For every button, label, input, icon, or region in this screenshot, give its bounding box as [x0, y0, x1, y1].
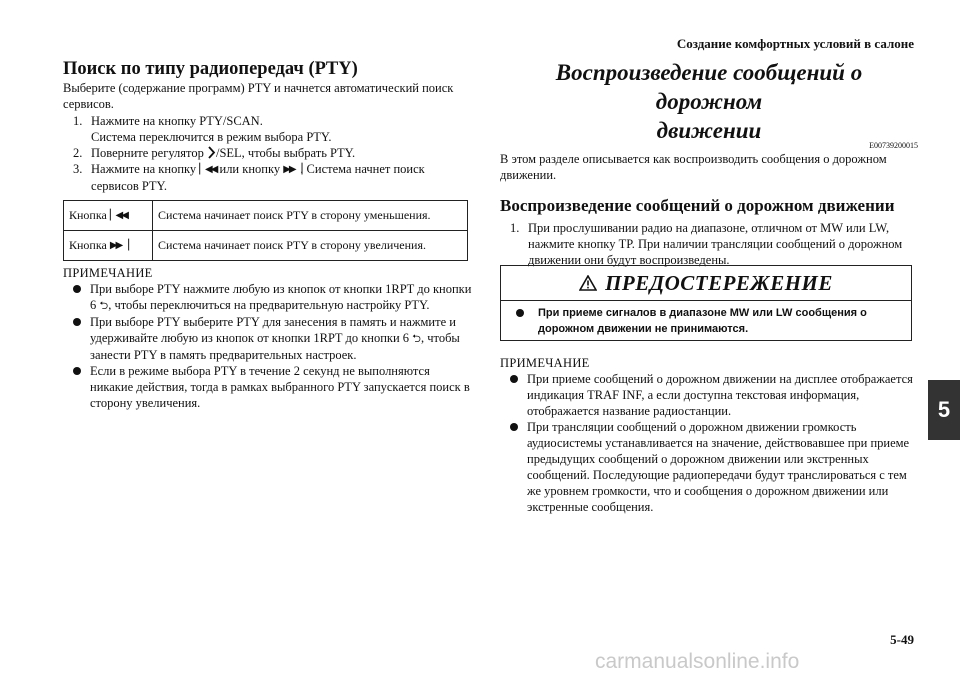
chapter-tab: 5	[928, 380, 960, 440]
step-text: или кнопку	[219, 162, 281, 176]
note-item	[63, 314, 475, 363]
bullet-dot	[510, 375, 518, 383]
note-item	[63, 363, 475, 411]
note-text: При приеме сообщений о дорожном движении на дисплее отображается индикация TRAF INF, а если доступна текстовая информация, отображается название радиостанции.	[527, 372, 913, 418]
pty-intro: Выберите (содержание программ) PTY и начнется автоматический поиск сервисов.	[63, 81, 454, 111]
warning-text: При приеме сигналов в диапазоне MW или LW сообщения о дорожном движении не принимаются.	[538, 307, 867, 335]
warning-title: ПРЕДОСТЕРЕЖЕНИЕ	[605, 270, 833, 295]
note-text: При трансляции сообщений о дорожном движении громкость аудиосистемы устанавливается на значение, действовавшее при приеме предыдущих сообщений о дорожном движении или экстренных сообщений. Последующие радиопередачи будут транслироваться с тем же уровнем громкости, что и сообщения о дорожном движении или экстренные сообщения.	[527, 420, 910, 514]
pty-section	[63, 58, 475, 194]
table-row	[64, 231, 468, 261]
note-item	[500, 419, 918, 515]
page-number: 5-49	[890, 632, 914, 647]
note-heading: ПРИМЕЧАНИЕ	[63, 266, 153, 280]
bullet-dot	[73, 318, 81, 326]
pty-notes	[63, 265, 475, 411]
warning-body	[501, 301, 911, 337]
step-text: /SEL, чтобы выбрать PTY.	[215, 146, 356, 160]
step-text: Нажмите на кнопку PTY/SCAN.	[91, 114, 263, 128]
step-number: 3.	[73, 162, 83, 176]
step-item	[500, 220, 918, 268]
title-line: движении	[656, 118, 762, 143]
traffic-intro: В этом разделе описывается как воспроизводить сообщения о дорожном движении.	[500, 152, 887, 182]
bullet-dot	[510, 423, 518, 431]
tune-knob-icon	[207, 146, 216, 160]
bullet-dot	[73, 285, 81, 293]
table-cell: Система начинает поиск PTY в сторону увеличения.	[153, 231, 468, 261]
step-item	[63, 113, 475, 145]
warning-triangle-icon	[579, 275, 597, 291]
table-cell	[64, 231, 153, 261]
note-text: Если в режиме выбора PTY в течение 2 секунд не выполняются никакие действия, тогда в рамках выбранного PTY запускается поиск в сторону увеличения.	[90, 364, 470, 410]
watermark: carmanualsonline.info	[595, 650, 800, 673]
pty-heading: Поиск по типу радиопередач (PTY)	[63, 59, 358, 79]
step-text: . Система начнет поиск сервисов PTY.	[91, 162, 425, 193]
title-line: Воспроизведение сообщений о дорожном	[555, 60, 863, 114]
seek-up-icon: ▶▶▕	[283, 164, 301, 175]
step-item	[63, 161, 475, 194]
step-number: 2.	[73, 146, 83, 160]
bullet-dot	[516, 309, 524, 317]
seek-up-icon: ▶▶▕	[109, 240, 127, 251]
table-cell	[64, 201, 153, 231]
step-number: 1.	[510, 221, 520, 235]
note-list	[500, 371, 918, 515]
button-label: Кнопка	[69, 238, 107, 252]
header-title: Создание комфортных условий в салоне	[676, 36, 914, 51]
step-text: При прослушивании радио на диапазоне, отличном от MW или LW, нажмите кнопку TP. При наличии трансляции сообщений о дорожном движении они будут воспроизведены.	[528, 221, 903, 267]
button-label: Кнопка	[69, 208, 107, 222]
bullet-dot	[73, 367, 81, 375]
note-text: , чтобы переключиться на предварительную настройку PTY.	[108, 298, 430, 312]
traffic-section	[500, 58, 918, 268]
table-row	[64, 201, 468, 231]
pty-seek-table	[63, 200, 468, 261]
return-icon: ⮌	[412, 332, 421, 345]
section-code: E00739200015	[869, 141, 918, 150]
pty-steps	[63, 113, 475, 194]
seek-down-icon: ▏◀◀	[199, 164, 217, 175]
note-text: При выборе PTY выберите PTY для занесения в память и нажмите и удерживайте любую из кнопок от кнопки 1RPT до кнопки 6	[90, 315, 456, 345]
step-item	[63, 145, 475, 161]
return-icon: ⮌	[99, 299, 109, 312]
warning-box	[500, 265, 912, 341]
note-item	[63, 281, 475, 314]
traffic-notes	[500, 355, 918, 515]
step-number: 1.	[73, 114, 83, 128]
table-cell: Система начинает поиск PTY в сторону уменьшения.	[153, 201, 468, 231]
seek-down-icon: ▏◀◀	[109, 210, 127, 221]
step-text: Поверните регулятор	[91, 146, 204, 160]
traffic-subheading: Воспроизведение сообщений о дорожном движении	[500, 196, 895, 215]
warning-header	[501, 266, 911, 301]
note-heading: ПРИМЕЧАНИЕ	[500, 356, 590, 370]
section-title	[500, 58, 918, 145]
note-item	[500, 371, 918, 419]
note-text: , чтобы занести PTY в память предварительных настроек.	[90, 331, 460, 362]
step-text: Система переключится в режим выбора PTY.	[91, 130, 332, 144]
step-text: Нажмите на кнопку	[91, 162, 197, 176]
note-list	[63, 281, 475, 411]
traffic-steps	[500, 220, 918, 268]
note-text: При выборе PTY нажмите любую из кнопок от кнопки 1RPT до кнопки 6	[90, 282, 472, 312]
